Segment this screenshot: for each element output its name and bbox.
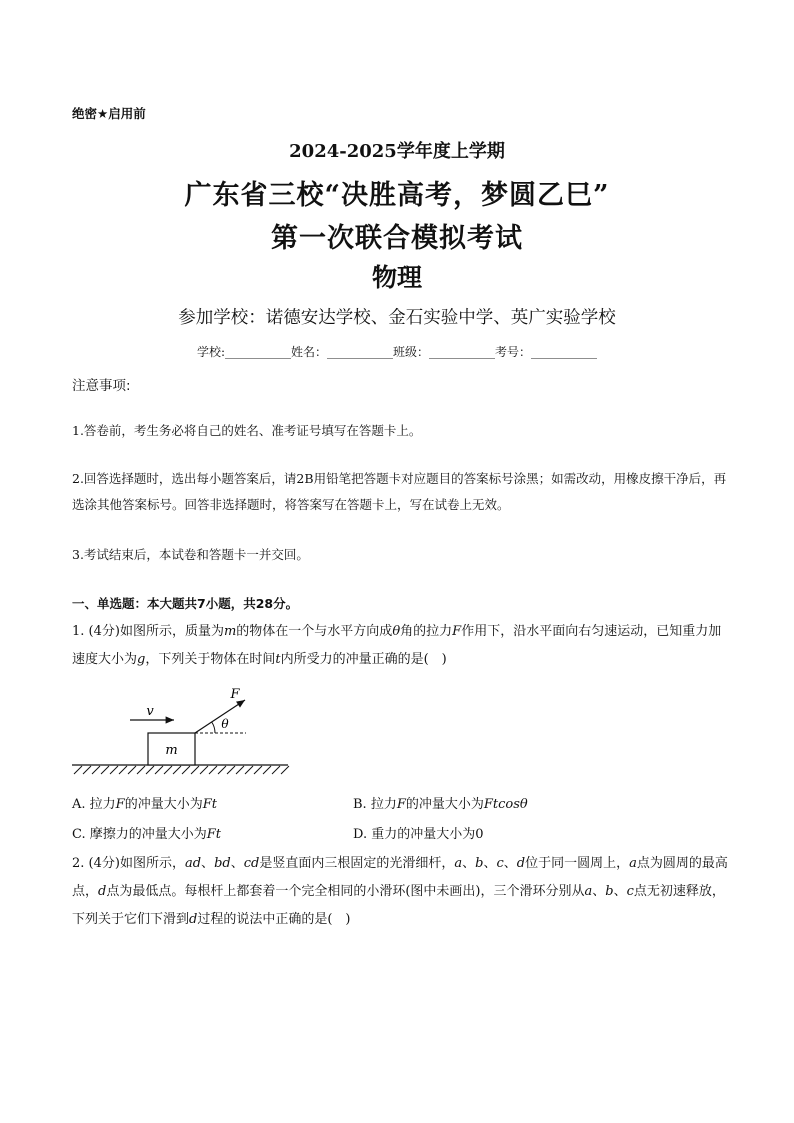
var-a: a — [629, 856, 637, 871]
option-value: Ft — [202, 797, 217, 812]
var-t: t — [275, 652, 281, 667]
q-text: C. 摩擦力的冲量大小为 — [72, 827, 207, 842]
secret-label: 绝密★启用前 — [72, 106, 146, 121]
q-text: 内所受力的冲量正确的是( ) — [280, 652, 447, 667]
option-c — [72, 823, 221, 842]
var-d: d — [98, 884, 107, 899]
q-text: 如图所示，质量为 — [119, 624, 224, 639]
var-bd: bd — [214, 856, 231, 871]
force-arrow — [195, 700, 245, 733]
option-b — [353, 793, 528, 812]
var-m: m — [223, 624, 237, 639]
q-text: 点为圆周的最高点， — [72, 856, 728, 899]
subject-title: 物理 — [371, 263, 422, 292]
question-1 — [72, 618, 732, 674]
q-text: D. 重力的冲量大小为0 — [353, 827, 484, 842]
option-value: Ftcosθ — [483, 797, 528, 812]
q-text: 位于同一圆周上， — [525, 856, 630, 871]
label-theta: θ — [221, 717, 229, 731]
question-2: 2. (4分)如图所示，ad、bd、cd是竖直面内三根固定的光滑细杆，a、b、c、d位于同一圆周上，a点为圆周的最高点，d点为最低点。每根杆上都套着一个完全相同的小滑环(图中未画出)，三个滑环分别从a、b、c点无初速释放，下列关于它们下滑到d过程的说法中正确的是( ) — [72, 856, 728, 927]
var-theta: θ — [392, 624, 401, 639]
ground-hatch — [74, 766, 289, 774]
var-c: c — [626, 884, 634, 899]
q-text: 的物体在一个与水平方向成 — [236, 624, 393, 639]
notice-title: 注意事项: — [72, 378, 131, 394]
q-text: 过程的说法中正确的是( ) — [197, 912, 351, 927]
exam-title: 广东省三校“决胜高考，梦圆乙巳” — [184, 180, 610, 211]
q-text: 点无初速释放，下列关于它们下滑到 — [72, 884, 725, 927]
q-text: 作用下，沿水平面向右匀速运动，已知重力加速度大小为 — [72, 624, 722, 667]
question-number: 2. (4分) — [72, 856, 120, 871]
notice-item: 1.答卷前，考生务必将自己的姓名、准考证号填写在答题卡上。 — [72, 423, 422, 438]
label-F: F — [230, 687, 240, 702]
q-text: 点为最低点。每根杆上都套着一个完全相同的小滑环(图中未画出)，三个滑环分别从 — [106, 884, 585, 899]
var-cd: cd — [243, 856, 260, 871]
var-b: b — [605, 884, 614, 899]
q-text: A. 拉力 — [72, 797, 116, 812]
var-ad: ad — [184, 856, 202, 871]
var-b: b — [475, 856, 484, 871]
var-F: F — [396, 797, 406, 812]
question-number: 1. (4分) — [72, 624, 120, 639]
var-c: c — [496, 856, 504, 871]
option-d — [353, 823, 484, 842]
var-a: a — [584, 884, 593, 899]
q-text: B. 拉力 — [353, 797, 397, 812]
label-m: m — [165, 743, 178, 758]
student-info-line: 学校:___________姓名：___________班级：___________考号：___________ — [196, 345, 598, 359]
section-title: 一、单选题：本大题共7小题，共28分。 — [72, 596, 299, 611]
var-d: d — [189, 912, 198, 927]
q-text: ，下列关于物体在时间 — [145, 652, 276, 667]
exam-subtitle: 第一次联合模拟考试 — [271, 223, 523, 254]
notice-item: 3.考试结束后，本试卷和答题卡一并交回。 — [72, 547, 309, 562]
var-F: F — [115, 797, 125, 812]
label-v: v — [146, 704, 154, 719]
option-value: Ft — [206, 827, 221, 842]
var-d: d — [516, 856, 526, 871]
var-a: a — [454, 856, 463, 871]
var-F: F — [452, 624, 462, 639]
var-g: g — [137, 652, 146, 667]
school-year: 2024-2025学年度上学期 — [289, 141, 505, 162]
q-text: 角的拉力 — [400, 624, 453, 639]
notice-item: 2.回答选择题时，选出每小题答案后，请2B用铅笔把答题卡对应题目的答案标号涂黑；如需改动，用橡皮擦干净后，再选涂其他答案标号。回答非选择题时，将答案写在答题卡上，写在试卷上无效。 — [72, 471, 727, 512]
q-text: 是竖直面内三根固定的光滑细杆， — [259, 856, 455, 871]
q-text: 如图所示， — [119, 856, 185, 871]
participating-schools: 参加学校：诺德安达学校、金石实验中学、英广实验学校 — [178, 308, 616, 328]
q-text: 的冲量大小为 — [124, 797, 203, 812]
q-text: 的冲量大小为 — [405, 797, 484, 812]
block-force-figure — [70, 682, 292, 776]
option-a — [72, 793, 217, 812]
angle-arc — [212, 722, 215, 733]
